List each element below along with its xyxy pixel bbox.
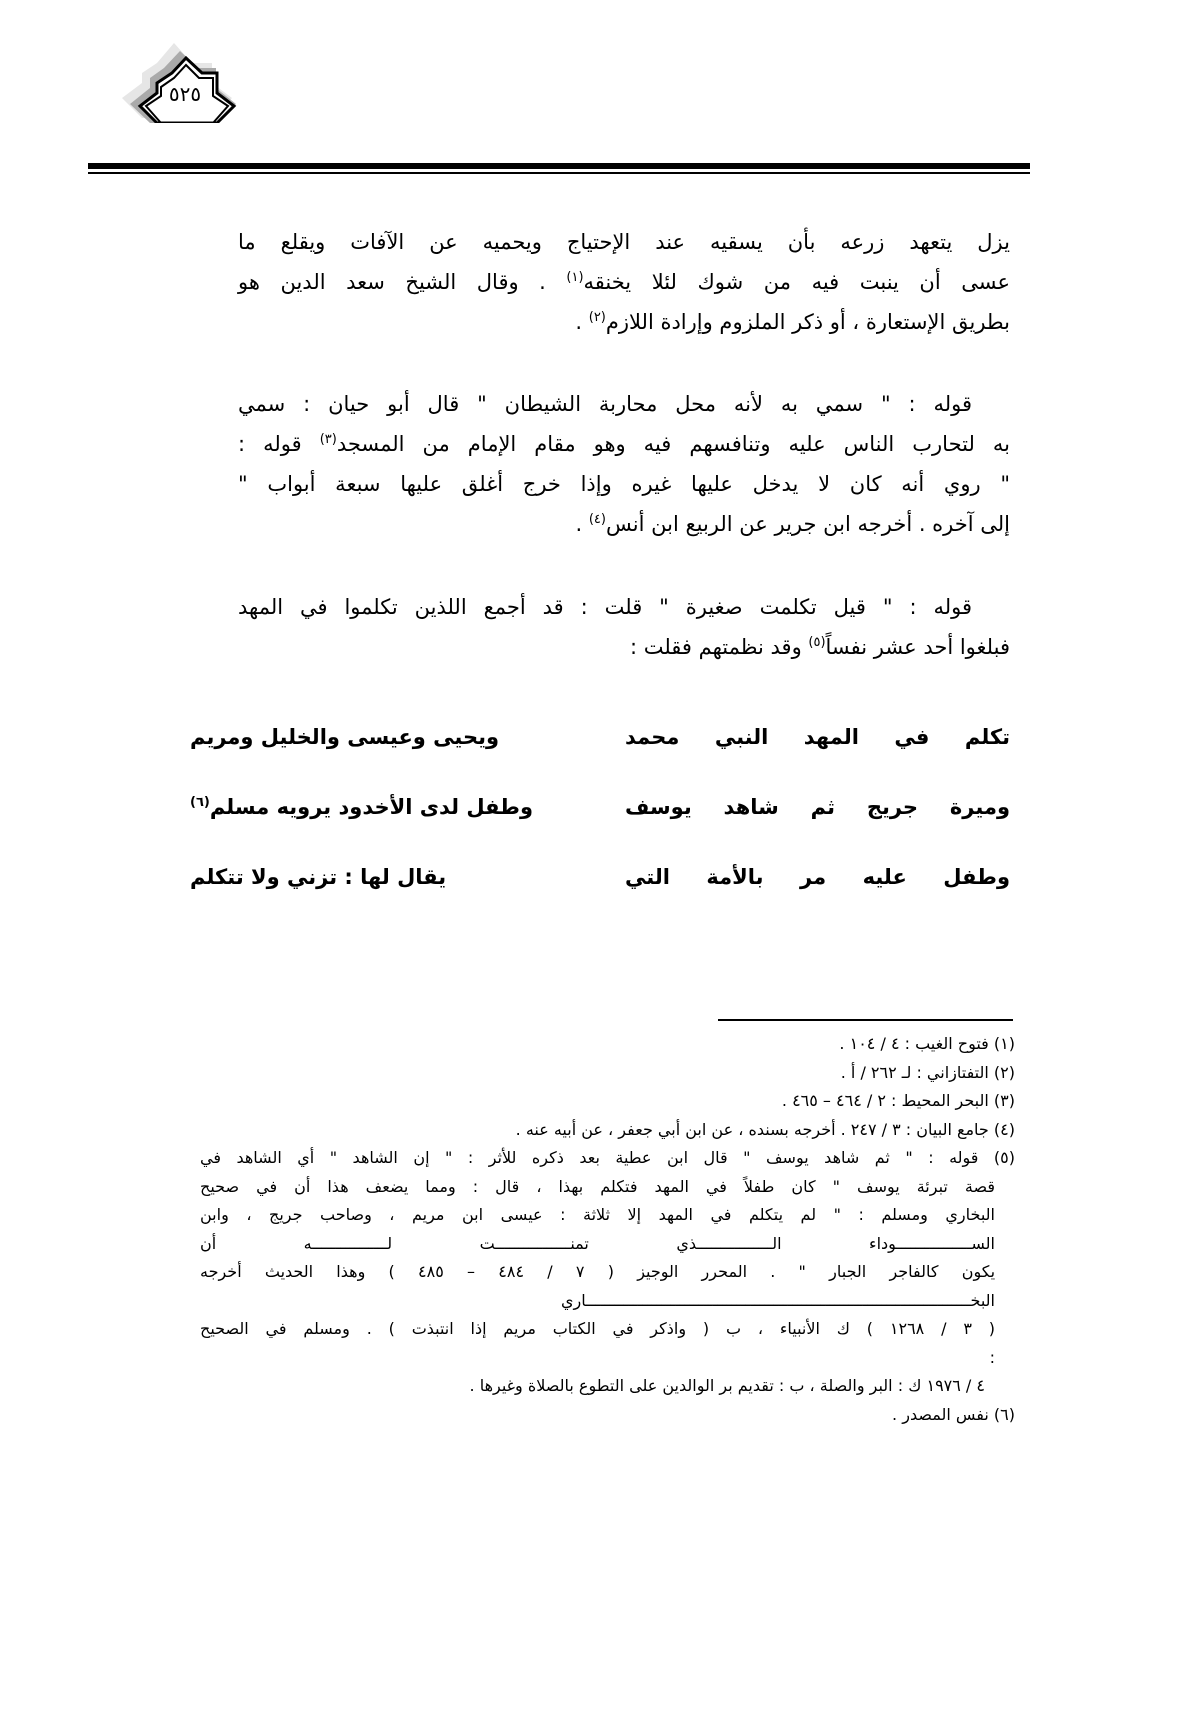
footnote-line: البخــــــــــــــــــــــــــــــــــــــــــــــــــــــــــــــــــــــــــــــــــاري <box>561 1290 995 1310</box>
text-line <box>238 587 1010 627</box>
text: عسى أن ينبت فيه من شوك لئلا يخنقه <box>583 270 1010 294</box>
footnote-ref: (١) <box>566 270 584 285</box>
poem-verse <box>190 842 1010 912</box>
paragraph-1 <box>238 222 1010 342</box>
verse-second-half: يقال لها : تزني ولا تتكلم <box>190 865 447 889</box>
paragraph-3 <box>238 587 1010 667</box>
footnote-ref: (٦) <box>190 795 210 810</box>
footnote-ref: (٥) <box>808 635 826 650</box>
text: يزل يتعهد زرعه بأن يسقيه عند الإحتياج ويحميه عن الآفات ويقلع ما <box>238 230 1010 254</box>
header-rule-thick <box>88 163 1030 169</box>
poem-verse <box>190 702 1010 772</box>
text: بطريق الإستعارة ، أو ذكر الملزوم وإرادة اللازم <box>605 310 1010 334</box>
footnote-line: قصة تبرئة يوسف " كان طفلاً في المهد فتكلم بهذا ، قال : ومما يضعف هذا أن في صحيح <box>200 1176 995 1196</box>
footnote-line: : <box>989 1347 995 1367</box>
footnote-ref: (٤) <box>588 512 606 527</box>
text-line <box>238 302 1010 342</box>
footnote-line: ٤ / ١٩٧٦ ك : البر والصلة ، ب : تقديم بر الوالدين على التطوع بالصلاة وغيرها . <box>469 1376 985 1395</box>
text-line <box>238 627 1010 667</box>
text-line <box>238 262 1010 302</box>
text: قوله : <box>238 432 320 456</box>
footnote-line: البخاري ومسلم : " لم يتكلم في المهد إلا ثلاثة : عيسى ابن مريم ، وصاحب جريج ، وابن <box>200 1205 995 1224</box>
text: إلى آخره . أخرجه ابن جرير عن الربيع ابن أنس <box>605 512 1010 536</box>
poem <box>190 702 1010 912</box>
footnote: (٢) التفتازاني : لـ ٢٦٢ / أ . <box>840 1062 1015 1082</box>
verse-first-half: تكلم في المهد النبي محمد <box>625 725 1010 749</box>
header-rule-thin <box>88 172 1030 174</box>
verse-second-half: ويحيى وعيسى والخليل ومريم <box>190 725 500 749</box>
page-number: ٥٢٥ <box>168 82 202 106</box>
footnote: (٣) البحر المحيط : ٢ / ٤٦٤ – ٤٦٥ . <box>781 1091 1015 1110</box>
text: وطفل لدى الأخدود يرويه مسلم <box>209 795 534 819</box>
footnote-line: يكون كالفاجر الجبار " . المحرر الوجيز ( ٧ / ٤٨٤ – ٤٨٥ ) وهذا الحديث أخرجه <box>200 1262 996 1281</box>
text: به لتحارب الناس عليه وتنافسهم فيه وهو مقام الإمام من المسجد <box>336 432 1010 456</box>
footnote-line: ( ٣ / ١٢٦٨ ) ك الأنبياء ، ب ( واذكر في الكتاب مريم إذا انتبذت ) . ومسلم في الصحيح <box>200 1319 996 1338</box>
footnote: (٥) قوله : " ثم شاهد يوسف " قال ابن عطية بعد ذكره للأثر : " إن الشاهد " أي الشاهد في <box>200 1148 1015 1167</box>
text: قوله : " سمي به لأنه محل محاربة الشيطان " قال أبو حيان : سمي <box>238 392 972 416</box>
footnote-ref: (٣) <box>319 432 337 447</box>
text: " روي أنه كان لا يدخل عليها غيره وإذا خرج أغلق عليها سبعة أبواب " <box>238 472 1010 496</box>
footnote: (١) فتوح الغيب : ٤ / ١٠٤ . <box>839 1034 1015 1053</box>
poem-verse <box>190 772 1010 842</box>
verse-first-half: وميرة جريج ثم شاهد يوسف <box>625 795 1010 819</box>
text: . <box>575 310 589 334</box>
text: وقد نظمتهم فقلت : <box>629 635 809 659</box>
text-line <box>238 384 1010 424</box>
footnote-ref: (٢) <box>588 310 606 325</box>
text-line <box>238 424 1010 464</box>
text: . وقال الشيخ سعد الدين هو <box>238 270 567 294</box>
footnote: (٦) نفس المصدر . <box>892 1404 1015 1424</box>
footnote: (٤) جامع البيان : ٣ / ٢٤٧ . أخرجه بسنده ، عن ابن أبي جعفر ، عن أبيه عنه . <box>515 1119 1015 1139</box>
text: قوله : " قيل تكلمت صغيرة " قلت : قد أجمع اللذين تكلموا في المهد <box>238 595 972 619</box>
verse-second-half <box>190 772 580 842</box>
paragraph-2 <box>238 384 1010 544</box>
text-line <box>238 222 1010 262</box>
text-line <box>238 504 1010 544</box>
text: . <box>575 512 589 536</box>
page-number-ornament <box>112 38 242 123</box>
footnote-separator <box>718 1019 1013 1021</box>
text: فبلغوا أحد عشر نفساً <box>825 635 1010 659</box>
verse-first-half: وطفل عليه مر بالأمة التي <box>625 865 1010 889</box>
footnotes <box>200 1030 1015 1429</box>
text-line <box>238 464 1010 504</box>
footnote-line: الســــــــــــــــوداء الــــــــــــــــذي تمنــــــــــــــــت لــــــــــــــــه أن <box>200 1233 995 1253</box>
